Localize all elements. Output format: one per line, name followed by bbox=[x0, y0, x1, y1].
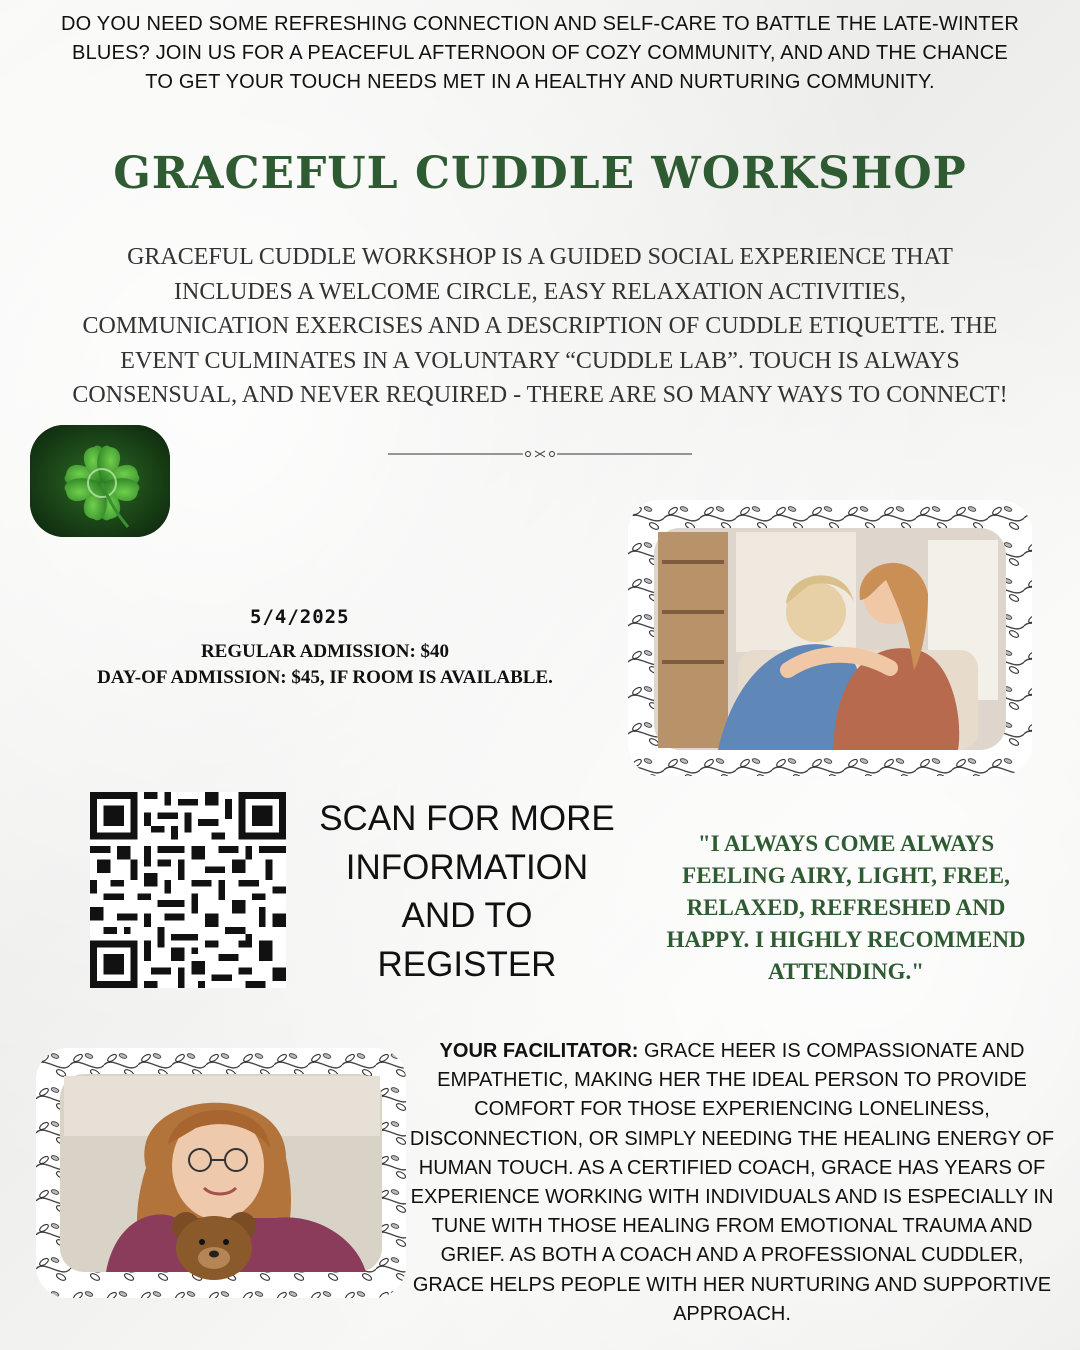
facilitator-label: YOUR FACILITATOR: bbox=[439, 1040, 639, 1062]
facilitator-photo-scene bbox=[60, 1074, 382, 1280]
facilitator-bio-text: GRACE HEER IS COMPASSIONATE AND EMPATHETIC, MAKING HER THE IDEAL PERSON TO PROVIDE COMFORT FOR THOSE EXPERIENCING LONELINESS, DISCONNECTION, OR SIMPLY NEEDING THE HEALING ENERGY OF HUMAN TOUCH. AS A CERTIFIED COACH, GRACE HAS YEARS OF EXPERIENCE WORKING WITH INDIVIDUALS AND IS ESPECIALLY IN TUNE WITH THOSE HEALING FROM EMOTIONAL TRAUMA AND GRIEF. AS BOTH A COACH AND A PROFESSIONAL CUDDLER, GRACE HELPS PEOPLE WITH HER NURTURING AND SUPPORTIVE APPROACH. bbox=[409, 1040, 1055, 1325]
hug-photo bbox=[628, 500, 1032, 776]
regular-admission: REGULAR ADMISSION: $40 bbox=[200, 641, 450, 662]
testimonial-quote: "I ALWAYS COME ALWAYS FEELING AIRY, LIGHT, FREE, RELAXED, REFRESHED AND HAPPY. I HIGHLY RECOMMEND ATTENDING." bbox=[666, 831, 1026, 984]
intro-text: DO YOU NEED SOME REFRESHING CONNECTION AND SELF-CARE TO BATTLE THE LATE-WINTER BLUES? JOIN US FOR A PEACEFUL AFTERNOON OF COZY COMMUNITY, AND AND THE CHANCE TO GET YOUR TOUCH NEEDS MET IN A HEALTHY AND NURTURING COMMUNITY. bbox=[61, 13, 1019, 93]
facilitator-bio bbox=[408, 1037, 1056, 1329]
event-date: 5/4/2025 bbox=[250, 606, 350, 628]
clover-photo bbox=[30, 425, 170, 537]
qr-code-icon[interactable] bbox=[90, 792, 286, 988]
hug-photo-scene bbox=[654, 528, 1006, 750]
facilitator-photo bbox=[36, 1048, 406, 1298]
scan-instructions: SCAN FOR MORE INFORMATION AND TO REGISTER bbox=[319, 799, 615, 984]
day-of-admission: DAY-OF ADMISSION: $45, IF ROOM IS AVAILABLE. bbox=[97, 667, 553, 688]
workshop-description: GRACEFUL CUDDLE WORKSHOP IS A GUIDED SOCIAL EXPERIENCE THAT INCLUDES A WELCOME CIRCLE, EASY RELAXATION ACTIVITIES, COMMUNICATION EXERCISES AND A DESCRIPTION OF CUDDLE ETIQUETTE. THE EVENT CULMINATES IN A VOLUNTARY “CUDDLE LAB”. TOUCH IS ALWAYS CONSENSUAL, AND NEVER REQUIRED - THERE ARE SO MANY WAYS TO CONNECT! bbox=[72, 244, 1008, 408]
ornamental-divider bbox=[388, 447, 692, 461]
four-leaf-clover-icon bbox=[30, 425, 170, 537]
page-title: GRACEFUL CUDDLE WORKSHOP bbox=[113, 148, 967, 199]
